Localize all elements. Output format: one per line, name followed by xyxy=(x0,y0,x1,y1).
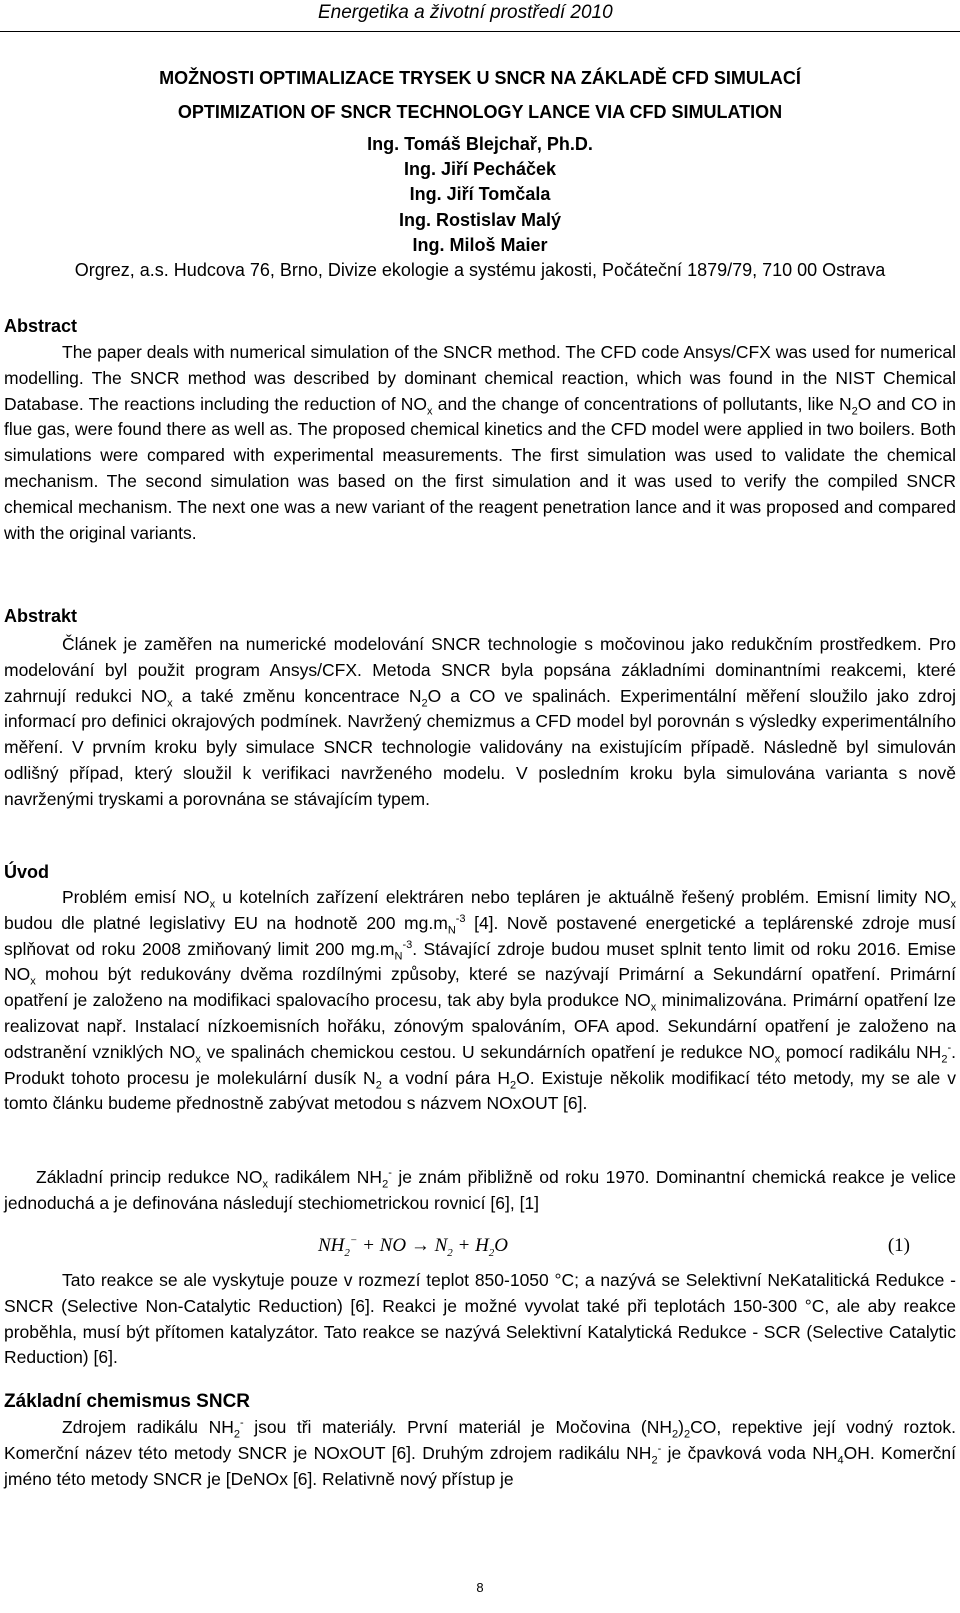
title-cz: MOŽNOSTI OPTIMALIZACE TRYSEK U SNCR NA ZÁKLADĚ CFD SIMULACÍ xyxy=(159,68,801,88)
author-4: Ing. Rostislav Malý xyxy=(398,210,562,230)
chemismus-heading: Základní chemismus SNCR xyxy=(4,1391,251,1412)
running-header xyxy=(0,0,960,32)
chemismus-paragraph: Zdrojem radikálu $NH_2^-$ jsou tři materiály. První materiál je Močovina $(NH_2)_2CO$, repektive její vodný roztok. Komerční název této metody SNCR je NOxOUT [6]. Druhým zdrojem radikálu $NH_2^-$ je čpavková voda $NH_4OH$. Komerční jméno této metody SNCR je [DeNOx [6]. Relativně nový přístup je xyxy=(4,1417,957,1489)
header-text: Energetika a životní prostředí 2010 xyxy=(318,2,613,23)
abstract-paragraph: The paper deals with numerical simulation of the SNCR method. The CFD code Ansys/CFX was used for numerical modelling. The SNCR method was described by dominant chemical reaction, which was found in the NIST Chemical Database. The reactions including the reduction of $NO_x$ and the change of concentrations of pollutants, like $N_2O$ and CO in flue gas, were found there as well as. The proposed chemical kinetics and the CFD model were applied in two boilers. Both simulations were compared with experimental measurements. The first simulation was used to validate the chemical mechanism. The second simulation was based on the first simulation and it was used to verify the compiled SNCR chemical mechanism. The next one was a new variant of the reagent penetration lance and it was proposed and compared with the original variants. xyxy=(4,342,956,543)
title-en: OPTIMIZATION OF SNCR TECHNOLOGY LANCE VIA CFD SIMULATION xyxy=(177,102,783,122)
abstract-heading: Abstract xyxy=(4,316,78,336)
author-1: Ing. Tomáš Blejchař, Ph.D. xyxy=(367,134,593,154)
equation-1: $NH_2^-$ + NO → $N_2 + H_2O$ xyxy=(318,1234,509,1259)
uvod-heading: Úvod xyxy=(4,862,49,882)
affiliation: Orgrez, a.s. Hudcova 76, Brno, Divize ekologie a systému jakosti, Počáteční 1879/79, 710 00 Ostrava xyxy=(74,260,886,280)
author-3: Ing. Jiří Tomčala xyxy=(409,184,551,204)
uvod-paragraph-2: Základní princip redukce $NO_x$ radikálem $NH_2^-$ je znám přibližně od roku 1970. Dominantní chemická reakce je velice jednoduchá a je definována následují stechiometrickou rovnicí [6], [1] xyxy=(4,1167,956,1213)
abstrakt-heading: Abstrakt xyxy=(4,606,78,626)
arrow-icon: → xyxy=(410,1235,430,1256)
page-number: 8 xyxy=(476,1580,484,1595)
uvod-paragraph-1: Problém emisí $NO_x$ u kotelních zařízení elektráren nebo tepláren je aktuálně řešený problém. Emisní limity $NO_x$ budou dle platné legislativy EU na hodnotě 200 $mg.m_N^{-3}$ [4]. Nově postavené energetické a teplárenské zdroje musí splňovat od roku 2008 zmiňovaný limit 200 $mg.m_N^{-3}$. Stávající zdroje budou muset splnit tento limit od roku 2016. Emise $NO_x$ mohou být redukovány dvěma rozdílnými způsoby, které se nazývají Primární a Sekundární opatření. Primární opatření je založeno na modifikaci spalovacího procesu, tak aby byla produkce $NO_x$ minimalizována. Primární opatření lze realizovat např. Instalací nízkoemisních hořáku, zónovým spalováním, OFA apod. Sekundární opatření je založeno na odstranění vzniklých $NO_x$ ve spalinách chemickou cestou. U sekundárních opatření je redukce $NO_x$ pomocí radikálu $NH_2^-$. Produkt tohoto procesu je molekulární dusík $N_2$ a vodní pára $H_2O$. Existuje několik modifikací této metody, my se ale v tomto článku budeme přednostně zabývat metodou s názvem NOxOUT [6]. xyxy=(4,887,957,1114)
equation-number: (1) xyxy=(887,1235,910,1256)
author-5: Ing. Miloš Maier xyxy=(412,235,548,255)
author-2: Ing. Jiří Pecháček xyxy=(403,159,557,179)
abstrakt-paragraph: Článek je zaměřen na numerické modelování SNCR technologie s močovinou jako redukčním prostředkem. Pro modelování byl použit program Ansys/CFX. Metoda SNCR byla popsána základními dominantními reakcemi, které zahrnují redukci $NO_x$ a také změnu koncentrace $N_2O$ a CO ve spalinách. Experimentální měření sloužilo jako zdroj informací pro definici okrajových podmínek. Navržený chemizmus a CFD model byl porovnán s výsledky experimentálního měření. V prvním kroku byly simulace SNCR technologie validovány na existujícím případě. Následně byl simulován odlišný případ, který sloužil k verifikaci navrženého modelu. V posledním kroku byla simulována varianta s nově navrženými tryskami a porovnána se stávajícím typem. xyxy=(4,634,956,809)
uvod-paragraph-3: Tato reakce se ale vyskytuje pouze v rozmezí teplot 850-1050 °C; a nazývá se Selektivní NeKatalitická Redukce - SNCR (Selective Non-Catalytic Reduction) [6]. Reakci je možné vyvolat také při teplotách 150-300 °C, ale aby reakce proběhla, musí být přítomen katalyzátor. Tato reakce se nazývá Selektivní Katalytická Redukce - SCR (Selective Catalytic Reduction) [6]. xyxy=(4,1270,956,1368)
